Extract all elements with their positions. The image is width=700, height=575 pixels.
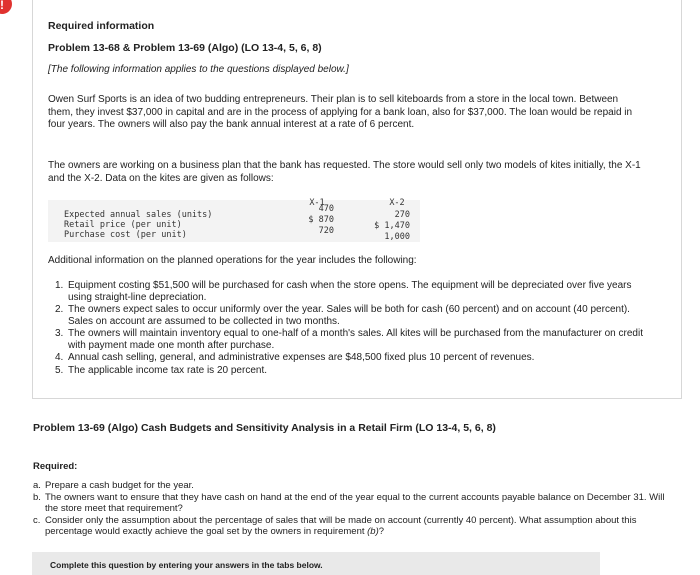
row-value-x1: 470 <box>318 204 334 214</box>
kite-data-table <box>48 200 420 242</box>
intro-paragraph-1: Owen Surf Sports is an idea of two budding entrepreneurs. Their plan is to sell kiteboards from a store in the local town. Between them, they invest $37,000 in capital and are in the process of applying for a bank loan, also for $37,000. The loan would be repaid in four years. The owners will also pay the bank annual interest at a rate of 6 percent. <box>48 94 633 130</box>
alert-icon: ! <box>0 0 12 14</box>
row-value-x1: 720 <box>318 226 334 236</box>
intro-paragraph-2: The owners are working on a business plan that the bank has requested. The store would sell only two models of kites initially, the X-1 and the X-2. Data on the kites are given as follows: <box>48 160 641 184</box>
list-item: 5. The applicable income tax rate is 20 percent. <box>55 364 267 376</box>
row-label: Expected annual sales (units) <box>64 210 213 220</box>
list-item: b. The owners want to ensure that they have cash on hand at the end of the year equal to the current accounts payable balance on December 31. Will the store meet that requirement? <box>33 492 665 514</box>
problem-69-title: Problem 13-69 (Algo) Cash Budgets and Sensitivity Analysis in a Retail Firm (LO 13-4, 5, 6, 8) <box>33 422 496 434</box>
list-item: 4. Annual cash selling, general, and administrative expenses are $48,500 fixed plus 10 percent of revenues. <box>55 352 535 363</box>
list-item: 2. The owners expect sales to occur uniformly over the year. Sales will be both for cash (60 percent) and on account (40 percent). Sales on account are assumed to be collected in two months. <box>55 304 630 327</box>
required-label: Required: <box>33 461 78 472</box>
info-note: [The following information applies to the questions displayed below.] <box>48 64 349 75</box>
row-value-x2: $ 1,470 <box>374 221 410 231</box>
instruction-bar <box>32 552 600 575</box>
row-value-x2: 1,000 <box>384 232 410 242</box>
list-item: 1. Equipment costing $51,500 will be purchased for cash when the store opens. The equipment will be depreciated over five years using straight-line depreciation. <box>55 280 632 303</box>
additional-info-intro: Additional information on the planned operations for the year includes the following: <box>48 255 417 266</box>
row-label: Retail price (per unit) <box>64 220 182 230</box>
col-header-x1: X-1 <box>309 198 325 208</box>
requirements-list <box>33 480 673 538</box>
row-value-x2: 270 <box>394 210 410 220</box>
instruction-text: Complete this question by entering your answers in the tabs below. <box>50 560 323 570</box>
list-item: c. Consider only the assumption about the percentage of sales that will be made on account (currently 40 percent). What assumption about this percentage would exactly achieve the goal set by the owners in requirement (b)? <box>33 515 637 537</box>
list-item: 3. The owners will maintain inventory equal to one-half of a month's sales. All kites will be purchased from the manufacturer on credit with payment made one month after purchase. <box>55 328 643 351</box>
required-info-heading: Required information <box>48 20 155 32</box>
list-item: a. Prepare a cash budget for the year. <box>33 480 194 491</box>
additional-info-list <box>55 280 655 377</box>
problem-title: Problem 13-68 & Problem 13-69 (Algo) (LO 13-4, 5, 6, 8) <box>48 42 322 54</box>
col-header-x2: X-2 <box>389 198 405 208</box>
row-value-x1: $ 870 <box>308 215 334 225</box>
row-label: Purchase cost (per unit) <box>64 230 187 240</box>
